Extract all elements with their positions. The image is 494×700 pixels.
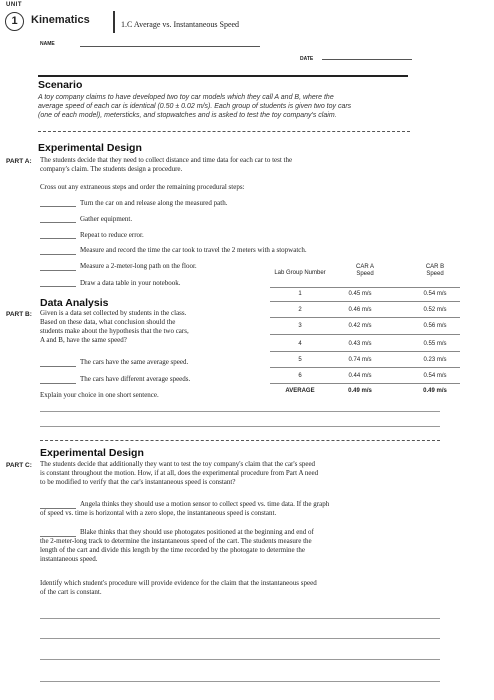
part-b-heading: Data Analysis — [40, 297, 109, 309]
unit-title: Kinematics — [31, 14, 90, 26]
table-cell-car-a: 0.74 m/s — [348, 357, 372, 363]
car-b-unit: Speed — [426, 271, 444, 277]
table-cell-car-a: 0.43 m/s — [348, 341, 372, 347]
scenario-heading: Scenario — [38, 79, 83, 91]
question-line: The students decide that additionally they want to test the toy company's claim that the car's speed — [40, 460, 316, 468]
lesson-subtitle: 1.C Average vs. Instantaneous Speed — [121, 20, 240, 29]
table-average-car-a: 0.49 m/s — [348, 388, 372, 394]
table-cell-car-b: 0.54 m/s — [423, 291, 447, 297]
option-mark-field[interactable] — [40, 366, 76, 367]
step-text: Draw a data table in your notebook. — [80, 279, 181, 287]
table-average-car-b: 0.49 m/s — [423, 388, 447, 394]
name-label: NAME — [40, 41, 55, 47]
car-a-title: CAR A — [355, 264, 374, 270]
table-cell-car-a: 0.45 m/s — [348, 291, 372, 297]
table-cell-car-a: 0.44 m/s — [348, 373, 372, 379]
option-mark-field[interactable] — [40, 383, 76, 384]
proposal-line: Angela thinks they should use a motion sensor to collect speed vs. time data. If the graph — [80, 500, 330, 508]
blake-proposal — [40, 528, 460, 564]
option-same-speed: The cars have the same average speed. — [80, 358, 189, 366]
part-a-intro — [40, 156, 420, 174]
table-cell-group: 2 — [298, 307, 302, 313]
prompt-line: of the cart is constant. — [40, 588, 102, 596]
header-rule — [38, 75, 408, 77]
part-b-divider — [40, 440, 440, 441]
answer-line[interactable] — [40, 618, 440, 619]
table-cell-car-a: 0.46 m/s — [348, 307, 372, 313]
step-text: Measure a 2-meter-long path on the floor. — [80, 262, 197, 270]
question-line: Given is a data set collected by students in the class. — [40, 309, 187, 317]
answer-line[interactable] — [40, 426, 440, 427]
step-text: Measure and record the time the car took to travel the 2 meters with a stopwatch. — [80, 246, 307, 254]
question-line: to be modified to verify that the car's instantaneous speed is constant? — [40, 478, 236, 486]
option-different-speed: The cars have different average speeds. — [80, 375, 191, 383]
step-order-field[interactable] — [40, 206, 76, 207]
title-divider — [113, 11, 115, 33]
step-text: Turn the car on and release along the measured path. — [80, 199, 228, 207]
answer-line[interactable] — [40, 638, 440, 639]
step-order-field[interactable] — [40, 254, 76, 255]
part-b-label: PART B: — [6, 311, 32, 318]
date-label: DATE — [300, 56, 314, 62]
table-cell-car-b: 0.52 m/s — [423, 307, 447, 313]
table-cell-car-b: 0.55 m/s — [423, 341, 447, 347]
col-header-car-a — [335, 264, 395, 278]
part-c-prompt — [40, 579, 460, 597]
table-row-rule — [270, 383, 460, 384]
step-order-field[interactable] — [40, 238, 76, 239]
proposal-line: instantaneous speed. — [40, 555, 98, 563]
table-cell-car-b: 0.56 m/s — [423, 323, 447, 329]
answer-line[interactable] — [40, 411, 440, 412]
table-header-rule — [270, 287, 460, 288]
table-cell-group: 1 — [298, 291, 302, 297]
part-a-instruction: Cross out any extraneous steps and order the remaining procedural steps: — [40, 183, 245, 191]
question-line: is constant throughout the motion. How, if at all, does the experimental procedure from Part A need — [40, 469, 319, 477]
table-row-rule — [270, 301, 460, 302]
part-c-label: PART C: — [6, 462, 32, 469]
angela-proposal — [40, 500, 460, 518]
part-a-label: PART A: — [6, 158, 32, 165]
table-row-rule — [270, 317, 460, 318]
proposal-line: the 2-meter-long track to determine the instantaneous speed of the cart. The students measure the — [40, 537, 312, 545]
question-line: students make about the hypothesis that the two cars, — [40, 327, 189, 335]
part-b-question — [40, 309, 260, 345]
intro-line: company's claim. The students design a procedure. — [40, 165, 183, 173]
question-line: A and B, have the same speed? — [40, 336, 127, 344]
step-text: Gather equipment. — [80, 215, 133, 223]
question-line: Based on these data, what conclusion should the — [40, 318, 176, 326]
table-cell-car-a: 0.42 m/s — [348, 323, 372, 329]
proposal-line: of speed vs. time is horizontal with a zero slope, the instantaneous speed is constant. — [40, 509, 277, 517]
name-field[interactable] — [80, 46, 260, 47]
scenario-divider — [38, 131, 410, 132]
scenario-line: (one of each model), metersticks, and stopwatches and is asked to test the toy company's claim. — [38, 112, 337, 119]
part-c-question — [40, 460, 460, 487]
unit-label: UNIT — [6, 2, 22, 8]
table-average-label: AVERAGE — [285, 388, 315, 394]
col-header-group: Lab Group Number — [274, 270, 326, 276]
step-order-field[interactable] — [40, 270, 76, 271]
part-c-heading: Experimental Design — [40, 447, 144, 459]
date-field[interactable] — [322, 59, 412, 60]
table-cell-group: 4 — [298, 341, 302, 347]
table-cell-group: 3 — [298, 323, 302, 329]
prompt-line: Identify which student's procedure will provide evidence for the claim that the instantaneous speed — [40, 579, 317, 587]
table-row-rule — [270, 334, 460, 335]
scenario-line: average speed of each car is identical (0.50 ± 0.02 m/s). Each group of students is given two toy cars — [38, 103, 352, 110]
car-a-unit: Speed — [356, 271, 374, 277]
proposal-line: length of the cart and divide this length by the time recorded by the photogate to determine the — [40, 546, 305, 554]
part-a-heading: Experimental Design — [38, 142, 142, 154]
table-cell-group: 5 — [298, 357, 302, 363]
step-text: Repeat to reduce error. — [80, 231, 144, 239]
step-order-field[interactable] — [40, 222, 76, 223]
scenario-text — [38, 93, 410, 120]
table-row-rule — [270, 351, 460, 352]
step-order-field[interactable] — [40, 286, 76, 287]
answer-line[interactable] — [40, 659, 440, 660]
proposal-line: Blake thinks that they should use photogates positioned at the beginning and end of — [80, 528, 314, 536]
table-cell-car-b: 0.54 m/s — [423, 373, 447, 379]
answer-line[interactable] — [40, 681, 440, 682]
car-b-title: CAR B — [425, 264, 445, 270]
table-cell-group: 6 — [298, 373, 302, 379]
table-cell-car-b: 0.23 m/s — [423, 357, 447, 363]
unit-number-badge: 1 — [5, 12, 24, 31]
intro-line: The students decide that they need to collect distance and time data for each car to test the — [40, 156, 293, 164]
explain-prompt: Explain your choice in one short sentence. — [40, 391, 159, 399]
scenario-line: A toy company claims to have developed two toy car models which they call A and B, where the — [38, 94, 334, 101]
table-row-rule — [270, 367, 460, 368]
col-header-car-b — [405, 264, 465, 278]
